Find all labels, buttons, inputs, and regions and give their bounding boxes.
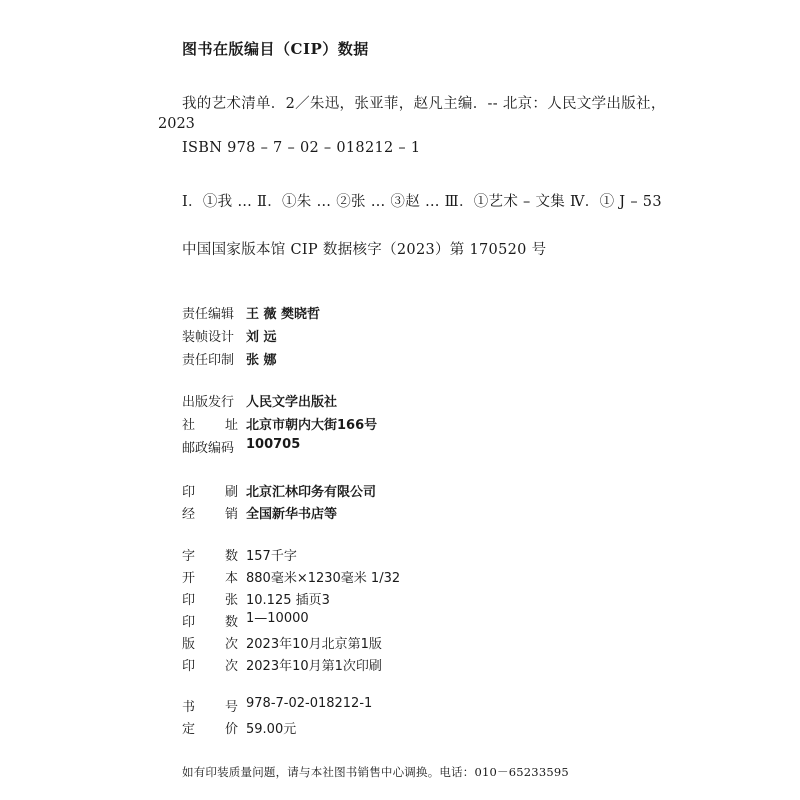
label-char: 号 <box>224 700 238 715</box>
spec-value: 2023年10月北京第1版 <box>246 637 382 652</box>
label-char: 印 <box>182 485 196 500</box>
label-char: 次 <box>224 637 238 652</box>
label-char: 定 <box>182 722 196 737</box>
label-char: 书 <box>182 700 196 715</box>
book-value: 978-7-02-018212-1 <box>246 696 373 711</box>
distributor-label <box>182 503 238 522</box>
spec-label <box>182 567 238 586</box>
label-char: 开 <box>182 571 196 586</box>
cip-bibliographic-line: 我的艺术清单．2／朱迅，张亚菲，赵凡主编．-- 北京：人民文学出版社， <box>182 96 666 112</box>
label-char: 印 <box>182 659 196 674</box>
label-char: 张 <box>224 593 238 608</box>
label-char: 字 <box>182 549 196 564</box>
address-value: 北京市朝内大街166号 <box>246 418 378 433</box>
spec-value: 10.125 插页3 <box>246 593 330 608</box>
credit-value: 张 娜 <box>246 353 277 368</box>
postcode-label: 邮政编码 <box>182 441 235 456</box>
spec-value: 1—10000 <box>246 611 309 626</box>
label-char: 刷 <box>224 485 238 500</box>
distributor-value: 全国新华书店等 <box>246 507 338 522</box>
book-label <box>182 696 238 715</box>
credit-value: 王 薇 樊晓哲 <box>246 307 321 322</box>
credit-value: 刘 远 <box>246 330 277 345</box>
cip-bibliographic-year: 2023 <box>158 116 195 132</box>
label-char: 价 <box>224 722 238 737</box>
cip-record-number: 中国国家版本馆 CIP 数据核字（2023）第 170520 号 <box>182 242 547 258</box>
spec-label <box>182 611 238 630</box>
cip-isbn: ISBN 978 – 7 – 02 – 018212 – 1 <box>182 140 421 156</box>
book-value: 59.00元 <box>246 722 297 737</box>
label-char: 经 <box>182 507 196 522</box>
spec-value: 880毫米×1230毫米 1/32 <box>246 571 401 586</box>
label-char: 数 <box>224 615 238 630</box>
printer-label <box>182 481 238 500</box>
label-char: 次 <box>224 659 238 674</box>
footer-notice: 如有印装质量问题，请与本社图书销售中心调换。电话：010－65233595 <box>182 765 569 779</box>
address-label-text <box>182 414 238 433</box>
spec-label <box>182 589 238 608</box>
credit-label: 装帧设计 <box>182 330 235 345</box>
address-label <box>182 414 238 433</box>
label-char: 销 <box>224 507 238 522</box>
label-char: 印 <box>182 593 196 608</box>
spec-value: 157千字 <box>246 549 297 564</box>
label-char: 版 <box>182 637 196 652</box>
label-char: 社 <box>182 418 196 433</box>
publisher-label: 出版发行 <box>182 395 235 410</box>
label-char: 印 <box>182 615 196 630</box>
credit-label: 责任编辑 <box>182 307 235 322</box>
postcode-value: 100705 <box>246 437 301 452</box>
credit-label: 责任印制 <box>182 353 235 368</box>
label-char: 址 <box>224 418 238 433</box>
spec-value: 2023年10月第1次印刷 <box>246 659 382 674</box>
label-char: 数 <box>224 549 238 564</box>
cip-classification: Ⅰ．①我 … Ⅱ．①朱 … ②张 … ③赵 … Ⅲ．①艺术 – 文集 Ⅳ．① J – 53 <box>182 194 662 210</box>
spec-label <box>182 655 238 674</box>
book-label <box>182 718 238 737</box>
label-char: 本 <box>224 571 238 586</box>
spec-label <box>182 633 238 652</box>
cip-title: 图书在版编目（CIP）数据 <box>182 40 369 58</box>
printer-value: 北京汇林印务有限公司 <box>246 485 377 500</box>
publisher-value: 人民文学出版社 <box>246 395 338 410</box>
spec-label <box>182 545 238 564</box>
